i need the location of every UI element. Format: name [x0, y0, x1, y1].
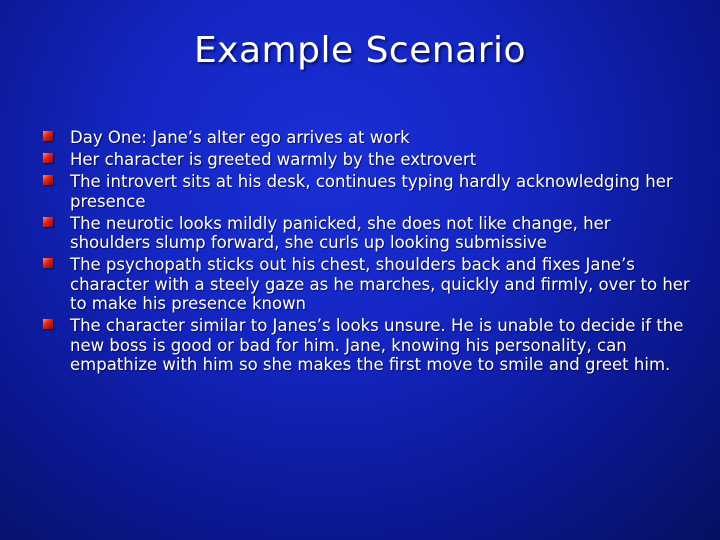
bullet-text: Day One: Jane’s alter ego arrives at work [70, 128, 410, 147]
bullet-text: The neurotic looks mildly panicked, she does not like change, her shoulders slump forward, she curls up looking submissive [70, 213, 611, 252]
bullet-item [43, 255, 693, 314]
red-square-bullet-icon [43, 153, 53, 163]
bullet-item [43, 316, 693, 375]
red-square-bullet-icon [43, 175, 53, 185]
bullet-text: The character similar to Janes’s looks unsure. He is unable to decide if the new boss is good or bad for him. Jane, knowing his personality, can empathize with him so she makes the first move to smile and greet him. [70, 316, 684, 374]
bullet-item [43, 128, 693, 148]
bullet-item [43, 150, 693, 170]
bullet-item [43, 172, 693, 211]
red-square-bullet-icon [43, 258, 53, 268]
bullet-text: The introvert sits at his desk, continues typing hardly acknowledging her presence [70, 172, 673, 211]
bullet-text: Her character is greeted warmly by the extrovert [70, 150, 477, 169]
bullet-list [43, 128, 693, 377]
red-square-bullet-icon [43, 217, 53, 227]
red-square-bullet-icon [43, 131, 53, 141]
slide-title: Example Scenario [193, 30, 527, 71]
bullet-item [43, 214, 693, 253]
bullet-text: The psychopath sticks out his chest, shoulders back and fixes Jane’s character with a steely gaze as he marches, quickly and firmly, over to her to make his presence known [70, 255, 690, 313]
red-square-bullet-icon [43, 319, 53, 329]
